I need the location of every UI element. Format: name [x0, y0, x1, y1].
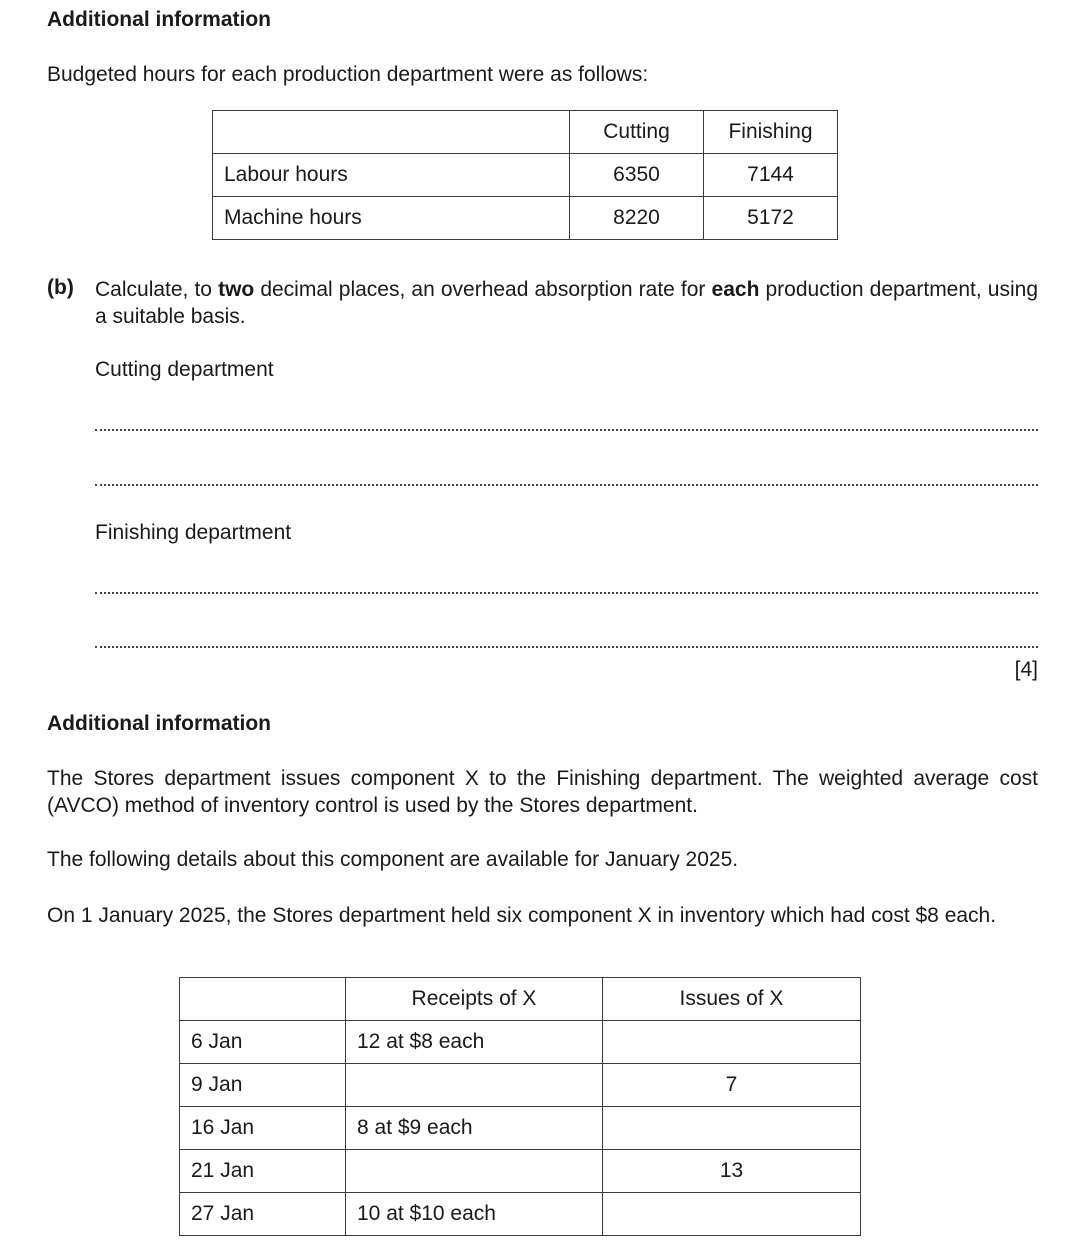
answer-line-cutting-2[interactable]	[95, 484, 1038, 486]
issues-cell	[603, 1021, 861, 1064]
opening-inventory-paragraph: On 1 January 2025, the Stores department held six component X in inventory which had cost $8 each.	[47, 904, 997, 927]
table-header-row	[213, 111, 838, 154]
question-text-part: production department, using a suitable basis.	[95, 278, 1039, 328]
table-row	[180, 1064, 861, 1107]
header-cell-issues: Issues of X	[603, 978, 861, 1021]
marks-allocation: [4]	[1014, 658, 1038, 681]
cutting-value: 8220	[570, 197, 704, 240]
answer-line-finishing-1[interactable]	[95, 592, 1038, 594]
receipts-cell: 10 at $10 each	[346, 1193, 603, 1236]
date-cell: 9 Jan	[180, 1064, 346, 1107]
answer-line-finishing-2[interactable]	[95, 646, 1038, 648]
header-cell-finishing: Finishing	[704, 111, 838, 154]
table-row	[180, 1150, 861, 1193]
budgeted-hours-intro: Budgeted hours for each production department were as follows:	[47, 63, 649, 86]
receipts-cell	[346, 1150, 603, 1193]
date-cell: 21 Jan	[180, 1150, 346, 1193]
issues-cell	[603, 1107, 861, 1150]
section-heading-additional-info-2: Additional information	[47, 712, 271, 735]
answer-line-cutting-1[interactable]	[95, 429, 1038, 431]
january-details-paragraph: The following details about this component are available for January 2025.	[47, 848, 739, 871]
section-heading-additional-info-1: Additional information	[47, 8, 271, 31]
date-cell: 27 Jan	[180, 1193, 346, 1236]
row-label: Labour hours	[213, 154, 570, 197]
question-text-part: Calculate, to	[95, 278, 219, 301]
cutting-value: 6350	[570, 154, 704, 197]
question-b-text	[95, 276, 1038, 330]
finishing-value: 5172	[704, 197, 838, 240]
emphasis-two: two	[218, 278, 255, 301]
finishing-department-label: Finishing department	[95, 521, 292, 544]
finishing-value: 7144	[704, 154, 838, 197]
cutting-department-label: Cutting department	[95, 358, 274, 381]
header-cell-empty	[180, 978, 346, 1021]
table-row	[180, 1193, 861, 1236]
table-row	[180, 1021, 861, 1064]
table-row	[213, 197, 838, 240]
date-cell: 16 Jan	[180, 1107, 346, 1150]
receipts-cell: 8 at $9 each	[346, 1107, 603, 1150]
budgeted-hours-table	[212, 110, 838, 240]
table-row	[213, 154, 838, 197]
row-label: Machine hours	[213, 197, 570, 240]
table-header-row	[180, 978, 861, 1021]
header-cell-cutting: Cutting	[570, 111, 704, 154]
question-label: (b)	[47, 276, 74, 299]
header-cell-empty	[213, 111, 570, 154]
issues-cell	[603, 1193, 861, 1236]
header-cell-receipts: Receipts of X	[346, 978, 603, 1021]
date-cell: 6 Jan	[180, 1021, 346, 1064]
issues-cell: 13	[603, 1150, 861, 1193]
table-row	[180, 1107, 861, 1150]
receipts-cell	[346, 1064, 603, 1107]
receipts-cell: 12 at $8 each	[346, 1021, 603, 1064]
question-text-part: decimal places, an overhead absorption rate for	[254, 278, 712, 301]
issues-cell: 7	[603, 1064, 861, 1107]
stores-department-paragraph: The Stores department issues component X to the Finishing department. The weighted average cost (AVCO) method of inventory control is used by the Stores department.	[47, 767, 1038, 817]
emphasis-each: each	[711, 278, 760, 301]
component-x-table	[179, 977, 861, 1236]
